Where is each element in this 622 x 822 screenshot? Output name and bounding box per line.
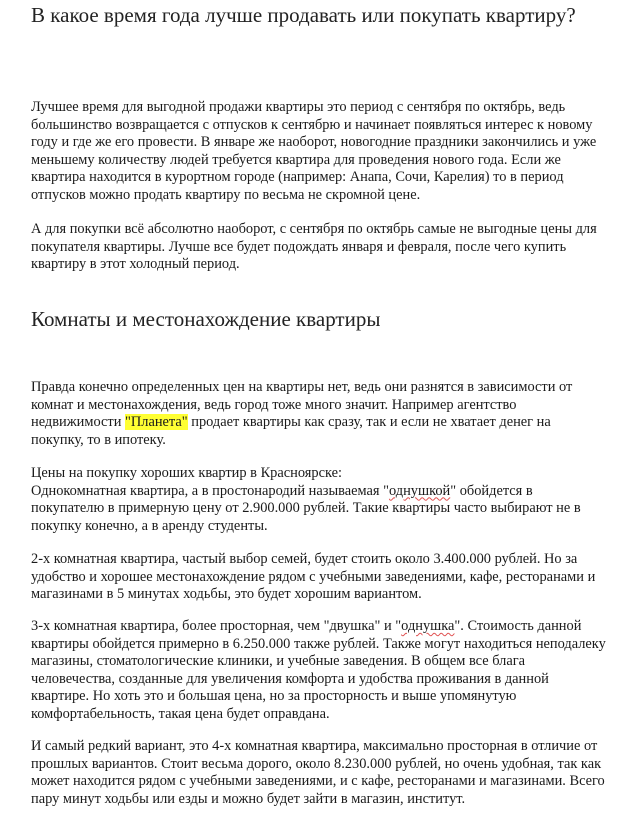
text-line: квартире. Но хоть это и большая цена, но за просторность и выше упомянутую [31,688,517,704]
text-line [31,414,611,432]
text-line: магазины, стоматологические клиники, и учебные заведения. В общем все блага [31,653,526,669]
text-line: прошлых вариантов. Стоит весьма дорого, около 8.230.000 рублей, но очень удобная, так как [31,755,602,772]
paragraph-three-room [31,618,611,723]
paragraph-prices-intro [31,379,611,449]
paragraph-four-room [31,738,611,808]
text-line: человечества, созданные для увеличения комфорта и удобства проживания в данной [31,670,549,687]
section-heading-rooms-location: Комнаты и местонахождение квартиры [31,307,381,331]
spellcheck-word: однушкой [388,482,451,499]
text-line [31,483,611,501]
text-line: квартиру в этот холодный период. [31,256,240,272]
text-fragment: 3-х комнатная квартира, более просторная, чем "двушка" и " [31,618,402,634]
paragraph-selling-season [31,99,611,204]
text-line: комфортабельность, такая цена будет оправдана. [31,705,330,722]
text-line: комнат и местонахождения, ведь город тоже много значит. Например агентство [31,396,517,413]
text-line: покупку конечно, а в аренду студенты. [31,517,268,534]
paragraph-one-room [31,465,611,535]
text-line: покупателя квартиры. Лучше все будет подождать января и февраля, после чего купить [31,238,567,255]
paragraph-two-room [31,551,611,604]
text-line: пару минут ходьбы или езды и можно будет зайти в магазин, институт. [31,790,466,807]
text-fragment: ". Стоимость данной [454,618,582,634]
text-line: квартира находится в курортном городе (например: Анапа, Сочи, Карелия) то в период [31,169,564,185]
text-fragment: " обойдется в [450,482,533,499]
text-line: магазинами в 5 минутах ходьбы, это будет хорошим вариантом. [31,586,422,602]
highlighted-agency-name: "Планета" [125,414,188,430]
text-line: покупку, то в ипотеку. [31,431,166,448]
text-line [31,618,611,636]
text-fragment: Однокомнатная квартира, а в простонародий называемая " [31,482,389,499]
text-line: Лучшее время для выгодной продажи квартиры это период с сентября по октябрь, ведь [31,99,566,115]
text-line: покупателю в примерную цену от 2.900.000 рублей. Такие квартиры часто выбирают не в [31,500,581,516]
text-line: 2-х комнатная квартира, частый выбор семей, будет стоить около 3.400.000 рублей. Но за [31,551,578,567]
spellcheck-word: однушка [401,618,455,634]
text-line: большинство возвращается с отпусков к сентябрю и начинает появляться интерес к новому [31,116,593,133]
text-line: отпусков можно продать квартиру по весьма не скромной цене. [31,186,421,203]
paragraph-buying-season [31,221,611,274]
text-fragment: недвижимости [31,414,125,430]
text-line: Правда конечно определенных цен на квартиры нет, ведь они разнятся в зависимости от [31,379,573,395]
text-line: меньшему количеству людей требуется квартира для проведения нового года. Если же [31,151,561,168]
article-heading: В какое время года лучше продавать или покупать квартиру? [31,3,576,27]
text-line: году и где же его провести. В январе же наоборот, новогодние праздники закончились и уже [31,134,597,150]
text-line: квартиры обойдется примерно в 6.250.000 также рублей. Также могут находиться неподалеку [31,635,606,652]
text-line: удобство и хорошее местонахождение рядом с учебными заведениями, кафе, ресторанами и [31,568,596,585]
text-line: А для покупки всё абсолютно наоборот, с сентября по октябрь самые не выгодные цены для [31,221,597,237]
text-line: Цены на покупку хороших квартир в Красноярске: [31,465,342,481]
text-fragment: продает квартиры как сразу, так и если не хватает денег на [187,414,551,430]
text-line: может находится рядом с учебными заведениями, и с кафе, ресторанами и магазинами. Всего [31,773,605,789]
text-line: И самый редкий вариант, это 4-х комнатная квартира, максимально просторная в отличие от [31,738,598,754]
